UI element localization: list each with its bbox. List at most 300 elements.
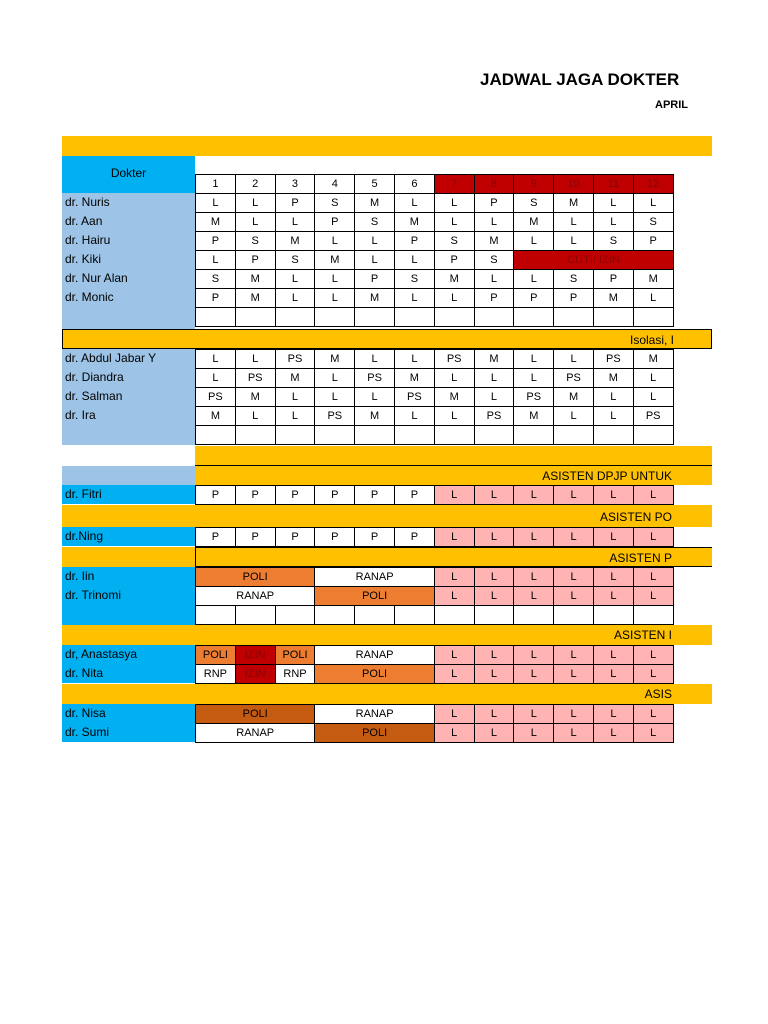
schedule-cell[interactable]: L: [633, 486, 673, 505]
schedule-cell[interactable]: P: [355, 270, 395, 289]
asisten-i-band: [62, 625, 712, 645]
schedule-cell[interactable]: L: [434, 646, 474, 665]
schedule-cell[interactable]: PS: [315, 407, 355, 426]
schedule-cell[interactable]: M: [394, 369, 434, 388]
section5-names-column: [62, 567, 195, 625]
schedule-cell[interactable]: L: [315, 232, 355, 251]
schedule-cell[interactable]: M: [315, 251, 355, 270]
schedule-cell[interactable]: P: [394, 486, 434, 505]
schedule-cell[interactable]: L: [315, 289, 355, 308]
doctor-name: dr. Ira: [65, 408, 96, 422]
schedule-cell[interactable]: M: [593, 369, 633, 388]
schedule-cell[interactable]: L: [474, 646, 514, 665]
empty-cell[interactable]: [394, 426, 434, 445]
schedule-cell[interactable]: PS: [275, 350, 315, 369]
schedule-cell[interactable]: L: [554, 232, 594, 251]
schedule-cell[interactable]: P: [275, 194, 315, 213]
schedule-table-ning: [195, 527, 674, 547]
section3-spacer: [62, 466, 195, 485]
schedule-cell[interactable]: S: [633, 213, 673, 232]
empty-cell[interactable]: [196, 426, 236, 445]
schedule-cell[interactable]: PS: [593, 350, 633, 369]
schedule-cell[interactable]: L: [235, 350, 275, 369]
table-row: [196, 194, 674, 213]
schedule-cell[interactable]: L: [355, 232, 395, 251]
schedule-cell[interactable]: L: [315, 388, 355, 407]
doctor-name: dr. Hairu: [65, 233, 111, 247]
empty-cell[interactable]: [275, 606, 315, 625]
schedule-cell[interactable]: L: [474, 724, 514, 743]
schedule-cell[interactable]: P: [633, 232, 673, 251]
empty-cell[interactable]: [394, 308, 434, 327]
empty-cell[interactable]: [434, 308, 474, 327]
table-row: [196, 213, 674, 232]
schedule-cell[interactable]: S: [196, 270, 236, 289]
section1-names-column: [62, 193, 195, 329]
schedule-cell[interactable]: P: [196, 232, 236, 251]
schedule-cell[interactable]: P: [355, 486, 395, 505]
page-title: JADWAL JAGA DOKTER: [480, 70, 680, 89]
table-row: [196, 232, 674, 251]
empty-cell[interactable]: [514, 308, 554, 327]
empty-cell[interactable]: [633, 308, 673, 327]
schedule-cell[interactable]: L: [474, 270, 514, 289]
izin-cell[interactable]: IZIN: [235, 646, 275, 665]
band-label: ASISTEN PO: [599, 510, 672, 524]
schedule-cell[interactable]: M: [474, 350, 514, 369]
schedule-cell[interactable]: L: [474, 486, 514, 505]
empty-cell[interactable]: [235, 308, 275, 327]
empty-cell[interactable]: [474, 426, 514, 445]
schedule-cell[interactable]: L: [434, 369, 474, 388]
schedule-cell[interactable]: M: [554, 388, 594, 407]
poli-cell[interactable]: POLI: [196, 705, 315, 724]
schedule-cell[interactable]: L: [355, 350, 395, 369]
table-row: [196, 486, 674, 505]
table-row: [196, 350, 674, 369]
schedule-cell[interactable]: M: [474, 232, 514, 251]
empty-cell[interactable]: [235, 606, 275, 625]
ranap-cell[interactable]: RANAP: [196, 724, 315, 743]
schedule-cell[interactable]: L: [593, 194, 633, 213]
empty-cell[interactable]: [633, 426, 673, 445]
schedule-cell[interactable]: PS: [554, 369, 594, 388]
poli-cell[interactable]: POLI: [315, 665, 434, 684]
schedule-cell[interactable]: PS: [394, 388, 434, 407]
table-row: [196, 705, 674, 724]
schedule-cell[interactable]: L: [394, 350, 434, 369]
schedule-cell[interactable]: M: [196, 213, 236, 232]
schedule-cell[interactable]: L: [355, 388, 395, 407]
doctor-name: dr. Abdul Jabar Y: [65, 351, 157, 365]
empty-cell[interactable]: [474, 606, 514, 625]
schedule-cell[interactable]: P: [355, 528, 395, 547]
empty-cell[interactable]: [633, 606, 673, 625]
empty-cell[interactable]: [593, 606, 633, 625]
section5-left-band: [62, 547, 195, 567]
schedule-cell[interactable]: L: [514, 369, 554, 388]
schedule-cell[interactable]: L: [633, 194, 673, 213]
schedule-cell[interactable]: L: [434, 705, 474, 724]
schedule-cell[interactable]: P: [235, 251, 275, 270]
schedule-cell[interactable]: M: [514, 213, 554, 232]
empty-cell[interactable]: [474, 308, 514, 327]
schedule-cell[interactable]: P: [196, 486, 236, 505]
schedule-cell[interactable]: L: [434, 724, 474, 743]
schedule-cell[interactable]: L: [474, 369, 514, 388]
schedule-cell[interactable]: P: [434, 251, 474, 270]
ranap-cell[interactable]: RANAP: [315, 705, 434, 724]
schedule-cell[interactable]: L: [394, 289, 434, 308]
schedule-cell[interactable]: P: [235, 486, 275, 505]
empty-cell[interactable]: [355, 426, 395, 445]
schedule-cell[interactable]: L: [593, 528, 633, 547]
schedule-cell[interactable]: M: [554, 194, 594, 213]
schedule-cell[interactable]: RNP: [196, 665, 236, 684]
empty-cell[interactable]: [554, 308, 594, 327]
schedule-cell[interactable]: L: [394, 407, 434, 426]
doctor-name: dr. Salman: [65, 389, 123, 403]
schedule-cell[interactable]: POLI: [275, 646, 315, 665]
day-header-cell[interactable]: 5: [355, 175, 395, 194]
empty-cell[interactable]: [434, 606, 474, 625]
empty-cell[interactable]: [355, 606, 395, 625]
schedule-cell[interactable]: M: [633, 350, 673, 369]
schedule-cell[interactable]: L: [554, 568, 594, 587]
isolasi-band: [62, 329, 712, 349]
table-row: [196, 606, 674, 625]
izin-cell[interactable]: IZIN: [235, 665, 275, 684]
band-label: ASIS: [644, 687, 672, 701]
schedule-cell[interactable]: L: [355, 251, 395, 270]
schedule-cell[interactable]: M: [275, 232, 315, 251]
schedule-cell[interactable]: L: [474, 213, 514, 232]
schedule-cell[interactable]: M: [275, 369, 315, 388]
schedule-cell[interactable]: L: [633, 646, 673, 665]
schedule-cell[interactable]: L: [514, 528, 554, 547]
day-header-cell[interactable]: 9: [514, 175, 554, 194]
day-header-cell[interactable]: 3: [275, 175, 315, 194]
schedule-cell[interactable]: PS: [514, 388, 554, 407]
schedule-cell[interactable]: S: [235, 232, 275, 251]
dokter-header-label: Dokter: [110, 166, 147, 180]
empty-cell[interactable]: [593, 426, 633, 445]
schedule-cell[interactable]: L: [554, 407, 594, 426]
empty-cell[interactable]: [275, 308, 315, 327]
schedule-cell[interactable]: L: [474, 388, 514, 407]
asisten-dpjp-band: [195, 465, 712, 485]
empty-cell[interactable]: [554, 606, 594, 625]
schedule-cell[interactable]: L: [514, 705, 554, 724]
schedule-cell[interactable]: L: [434, 665, 474, 684]
schedule-cell[interactable]: RNP: [275, 665, 315, 684]
schedule-cell[interactable]: L: [275, 213, 315, 232]
empty-cell[interactable]: [593, 308, 633, 327]
band-label: ASISTEN DPJP UNTUK: [542, 469, 672, 483]
table-row: [196, 388, 674, 407]
schedule-cell[interactable]: L: [633, 289, 673, 308]
schedule-cell[interactable]: P: [315, 486, 355, 505]
empty-cell[interactable]: [275, 426, 315, 445]
empty-cell[interactable]: [514, 426, 554, 445]
schedule-cell[interactable]: S: [434, 232, 474, 251]
table-row: [196, 587, 674, 606]
schedule-cell[interactable]: L: [514, 232, 554, 251]
schedule-cell[interactable]: L: [633, 587, 673, 606]
table-row: [196, 270, 674, 289]
schedule-cell[interactable]: L: [514, 665, 554, 684]
schedule-cell[interactable]: L: [434, 528, 474, 547]
schedule-cell[interactable]: L: [315, 270, 355, 289]
schedule-cell[interactable]: L: [593, 213, 633, 232]
schedule-cell[interactable]: M: [235, 289, 275, 308]
schedule-cell[interactable]: L: [554, 350, 594, 369]
schedule-table-nisa-sumi: [195, 704, 674, 743]
schedule-cell[interactable]: L: [554, 587, 594, 606]
doctor-name: dr. Aan: [65, 214, 103, 228]
section6-names-column: [62, 645, 195, 683]
schedule-cell[interactable]: L: [196, 194, 236, 213]
schedule-cell[interactable]: L: [434, 289, 474, 308]
day-header-cell[interactable]: 8: [474, 175, 514, 194]
schedule-cell[interactable]: L: [633, 724, 673, 743]
table-row: [196, 175, 674, 194]
empty-cell[interactable]: [514, 606, 554, 625]
schedule-cell[interactable]: L: [554, 528, 594, 547]
schedule-cell[interactable]: L: [196, 369, 236, 388]
schedule-cell[interactable]: L: [434, 587, 474, 606]
schedule-cell[interactable]: L: [474, 528, 514, 547]
schedule-cell[interactable]: L: [593, 665, 633, 684]
schedule-cell[interactable]: L: [434, 407, 474, 426]
empty-cell[interactable]: [554, 426, 594, 445]
schedule-cell[interactable]: L: [196, 350, 236, 369]
schedule-cell[interactable]: M: [235, 270, 275, 289]
schedule-cell[interactable]: M: [355, 194, 395, 213]
schedule-cell[interactable]: L: [554, 724, 594, 743]
schedule-cell[interactable]: L: [593, 646, 633, 665]
schedule-cell[interactable]: M: [355, 407, 395, 426]
schedule-cell[interactable]: PS: [434, 350, 474, 369]
empty-cell[interactable]: [315, 426, 355, 445]
schedule-cell[interactable]: S: [474, 251, 514, 270]
schedule-cell[interactable]: L: [593, 388, 633, 407]
schedule-cell[interactable]: L: [394, 194, 434, 213]
schedule-cell[interactable]: L: [593, 486, 633, 505]
asisten-p-band: [195, 547, 712, 567]
page-subtitle: APRIL: [655, 99, 688, 111]
empty-cell[interactable]: [315, 606, 355, 625]
schedule-cell[interactable]: S: [275, 251, 315, 270]
schedule-cell[interactable]: L: [474, 665, 514, 684]
schedule-cell[interactable]: L: [554, 213, 594, 232]
section7-names-column: [62, 704, 195, 742]
day-header-cell[interactable]: 10: [554, 175, 594, 194]
schedule-cell[interactable]: S: [593, 232, 633, 251]
schedule-cell[interactable]: PS: [196, 388, 236, 407]
day-header-cell[interactable]: 12: [633, 175, 673, 194]
schedule-cell[interactable]: L: [593, 407, 633, 426]
day-header-cell[interactable]: 7: [434, 175, 474, 194]
schedule-cell[interactable]: P: [554, 289, 594, 308]
empty-cell[interactable]: [235, 426, 275, 445]
ranap-cell[interactable]: RANAP: [315, 646, 434, 665]
schedule-cell[interactable]: L: [633, 705, 673, 724]
schedule-cell[interactable]: M: [355, 289, 395, 308]
schedule-cell[interactable]: S: [514, 194, 554, 213]
table-row: [196, 426, 674, 445]
schedule-cell[interactable]: M: [235, 388, 275, 407]
schedule-cell[interactable]: L: [196, 251, 236, 270]
schedule-cell[interactable]: L: [474, 587, 514, 606]
schedule-cell[interactable]: L: [235, 407, 275, 426]
ranap-cell[interactable]: RANAP: [196, 587, 315, 606]
schedule-cell[interactable]: M: [434, 270, 474, 289]
schedule-cell[interactable]: L: [514, 350, 554, 369]
schedule-cell[interactable]: S: [394, 270, 434, 289]
schedule-cell[interactable]: L: [554, 646, 594, 665]
asisten-po-band: [62, 505, 712, 527]
schedule-cell[interactable]: L: [474, 568, 514, 587]
doctor-name: dr. Fitri: [65, 487, 102, 501]
poli-cell[interactable]: POLI: [315, 587, 434, 606]
schedule-cell[interactable]: L: [514, 724, 554, 743]
schedule-cell[interactable]: L: [275, 289, 315, 308]
schedule-cell[interactable]: POLI: [196, 646, 236, 665]
empty-cell[interactable]: [395, 606, 435, 625]
table-row: [196, 528, 674, 547]
section4-name-cell: [62, 527, 195, 546]
schedule-cell[interactable]: M: [514, 407, 554, 426]
schedule-cell[interactable]: L: [554, 665, 594, 684]
ranap-cell[interactable]: RANAP: [315, 568, 434, 587]
empty-cell[interactable]: [196, 606, 236, 625]
schedule-cell[interactable]: L: [434, 568, 474, 587]
day-header-cell[interactable]: 6: [394, 175, 434, 194]
schedule-cell[interactable]: L: [394, 251, 434, 270]
cuti-izin-cell[interactable]: CUTI/ IZIN: [514, 251, 673, 270]
schedule-cell[interactable]: M: [394, 213, 434, 232]
schedule-cell[interactable]: PS: [355, 369, 395, 388]
schedule-cell[interactable]: L: [474, 705, 514, 724]
section3-name-cell: [62, 485, 195, 504]
schedule-cell[interactable]: L: [633, 568, 673, 587]
empty-cell[interactable]: [315, 308, 355, 327]
schedule-cell[interactable]: L: [514, 486, 554, 505]
schedule-cell[interactable]: P: [394, 232, 434, 251]
schedule-cell[interactable]: L: [593, 587, 633, 606]
schedule-table-anastasya-nita: [195, 645, 674, 684]
band-label: ASISTEN I: [613, 628, 672, 642]
schedule-cell[interactable]: L: [593, 568, 633, 587]
schedule-cell[interactable]: L: [593, 724, 633, 743]
schedule-cell[interactable]: P: [593, 270, 633, 289]
schedule-cell[interactable]: P: [275, 486, 315, 505]
day-header-cell[interactable]: 1: [196, 175, 236, 194]
table-row: [196, 289, 674, 308]
schedule-cell[interactable]: L: [434, 213, 474, 232]
doctor-name: dr.Ning: [65, 529, 104, 543]
doctor-name: dr. Monic: [65, 290, 114, 304]
schedule-cell[interactable]: L: [554, 705, 594, 724]
schedule-cell[interactable]: M: [315, 350, 355, 369]
schedule-cell[interactable]: P: [474, 289, 514, 308]
schedule-cell[interactable]: L: [235, 213, 275, 232]
schedule-cell[interactable]: M: [593, 289, 633, 308]
table-row: [196, 369, 674, 388]
day-header-cell[interactable]: 4: [315, 175, 355, 194]
day-header-cell[interactable]: 11: [593, 175, 633, 194]
doctor-name: dr. Iin: [65, 569, 95, 583]
schedule-cell[interactable]: L: [514, 587, 554, 606]
table-row: [196, 407, 674, 426]
doctor-name: dr. Trinomi: [65, 588, 122, 602]
doctor-name: dr. Nur Alan: [65, 271, 128, 285]
schedule-cell[interactable]: L: [315, 369, 355, 388]
schedule-cell[interactable]: P: [235, 528, 275, 547]
day-header-cell[interactable]: 2: [235, 175, 275, 194]
schedule-cell[interactable]: P: [394, 528, 434, 547]
schedule-cell[interactable]: L: [554, 486, 594, 505]
schedule-cell[interactable]: L: [633, 388, 673, 407]
schedule-cell[interactable]: P: [315, 213, 355, 232]
schedule-cell[interactable]: P: [315, 528, 355, 547]
schedule-table-iin-trinomi: [195, 567, 674, 625]
schedule-cell[interactable]: M: [633, 270, 673, 289]
schedule-cell[interactable]: S: [355, 213, 395, 232]
schedule-cell[interactable]: PS: [633, 407, 673, 426]
schedule-cell[interactable]: L: [633, 665, 673, 684]
schedule-cell[interactable]: P: [514, 289, 554, 308]
schedule-cell[interactable]: L: [275, 270, 315, 289]
schedule-cell[interactable]: S: [554, 270, 594, 289]
schedule-cell[interactable]: PS: [235, 369, 275, 388]
doctor-name: dr, Anastasya: [65, 647, 138, 661]
schedule-cell[interactable]: PS: [474, 407, 514, 426]
schedule-cell[interactable]: P: [196, 528, 236, 547]
table-row: [196, 308, 674, 327]
doctor-name: dr. Nita: [65, 666, 104, 680]
schedule-cell[interactable]: M: [196, 407, 236, 426]
top-band: [62, 136, 712, 156]
schedule-cell[interactable]: L: [275, 407, 315, 426]
schedule-cell[interactable]: M: [434, 388, 474, 407]
poli-cell[interactable]: POLI: [315, 724, 434, 743]
poli-cell[interactable]: POLI: [196, 568, 315, 587]
doctor-name: dr. Nuris: [65, 195, 110, 209]
schedule-cell[interactable]: P: [474, 194, 514, 213]
schedule-cell[interactable]: L: [593, 705, 633, 724]
schedule-cell[interactable]: L: [514, 646, 554, 665]
schedule-cell[interactable]: P: [196, 289, 236, 308]
schedule-cell[interactable]: L: [434, 486, 474, 505]
schedule-cell[interactable]: L: [633, 528, 673, 547]
table-row: [196, 251, 674, 270]
schedule-cell[interactable]: S: [315, 194, 355, 213]
empty-cell[interactable]: [355, 308, 395, 327]
schedule-cell[interactable]: P: [275, 528, 315, 547]
schedule-cell[interactable]: L: [235, 194, 275, 213]
empty-cell[interactable]: [434, 426, 474, 445]
schedule-table-main: [195, 174, 674, 327]
schedule-cell[interactable]: L: [434, 194, 474, 213]
schedule-cell[interactable]: L: [514, 568, 554, 587]
schedule-cell[interactable]: L: [275, 388, 315, 407]
schedule-cell[interactable]: L: [514, 270, 554, 289]
empty-cell[interactable]: [196, 308, 236, 327]
schedule-cell[interactable]: L: [633, 369, 673, 388]
table-row: [196, 568, 674, 587]
